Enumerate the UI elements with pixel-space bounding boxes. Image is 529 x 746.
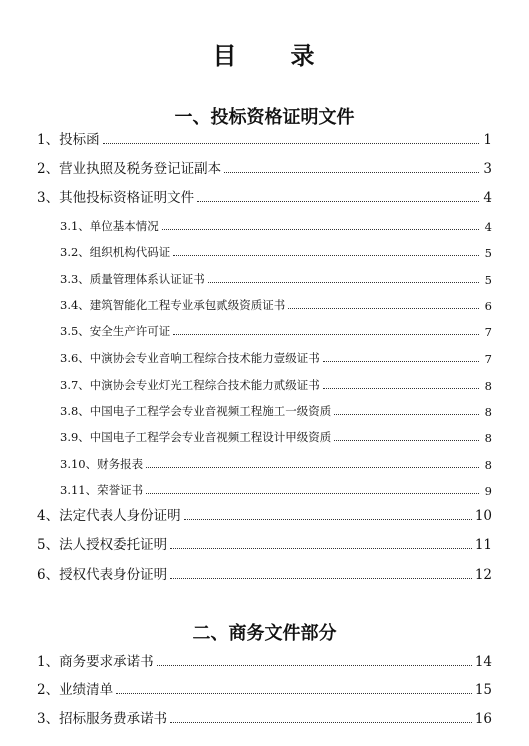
dot-leader <box>170 548 472 549</box>
toc-entry-page-number: 12 <box>474 567 492 583</box>
dot-leader <box>334 440 479 441</box>
toc-entry <box>60 425 492 445</box>
toc-entry <box>60 240 492 260</box>
toc-entry-label: 3.5、安全生产许可证 <box>60 324 171 338</box>
toc-entry <box>37 186 492 206</box>
toc-entry-label: 3.8、中国电子工程学会专业音视频工程施工一级资质 <box>60 404 332 418</box>
dot-leader <box>208 282 479 283</box>
toc-entry-label: 5、法人授权委托证明 <box>37 537 168 553</box>
toc-entry-label: 3.2、组织机构代码证 <box>60 245 171 259</box>
dot-leader <box>146 467 479 468</box>
dot-leader <box>162 229 479 230</box>
page-title: 目 录 <box>212 41 317 70</box>
toc-entry-page-number: 8 <box>484 379 492 393</box>
toc-entry <box>37 533 492 553</box>
toc-entry <box>60 478 492 498</box>
dot-leader <box>146 493 479 494</box>
toc-entry-page-number: 11 <box>474 537 492 553</box>
toc-entry-page-number: 7 <box>484 352 492 366</box>
dot-leader <box>323 388 479 389</box>
toc-entry-label: 6、授权代表身份证明 <box>37 567 168 583</box>
toc-entry <box>60 452 492 472</box>
toc-entry-page-number: 8 <box>484 431 492 445</box>
toc-entry <box>60 267 492 287</box>
toc-entry-page-number: 5 <box>484 246 492 260</box>
dot-leader <box>157 665 472 666</box>
dot-leader <box>103 143 479 144</box>
toc-entry-page-number: 14 <box>474 654 492 670</box>
toc-entry-label: 1、投标函 <box>37 132 100 148</box>
toc-entry-label: 3.10、财务报表 <box>60 457 144 471</box>
toc-entry-label: 3.6、中演协会专业音响工程综合技术能力壹级证书 <box>60 351 320 365</box>
toc-entry-page-number: 5 <box>484 273 492 287</box>
toc-entry-page-number: 9 <box>484 484 492 498</box>
toc-entry <box>60 319 492 339</box>
toc-entry-page-number: 10 <box>474 508 492 524</box>
toc-entry-page-number: 4 <box>483 190 492 206</box>
section-heading: 二、商务文件部分 <box>192 623 337 644</box>
dot-leader <box>170 722 472 723</box>
toc-entry-label: 3.1、单位基本情况 <box>60 219 159 233</box>
toc-entry-page-number: 1 <box>483 132 492 148</box>
toc-entry-label: 2、业绩清单 <box>37 682 114 698</box>
dot-leader <box>170 578 472 579</box>
toc-entry <box>60 399 492 419</box>
toc-entry-label: 3.11、荣誉证书 <box>60 483 144 497</box>
toc-entry-page-number: 15 <box>474 682 492 698</box>
dot-leader <box>116 693 472 694</box>
dot-leader <box>224 172 479 173</box>
toc-entry <box>37 707 492 727</box>
toc-entry <box>37 650 492 670</box>
toc-entry-page-number: 16 <box>474 711 492 727</box>
toc-entry-page-number: 3 <box>483 161 492 177</box>
toc-entry-label: 2、营业执照及税务登记证副本 <box>37 161 222 177</box>
toc-entry <box>37 563 492 583</box>
toc-entry-page-number: 4 <box>484 220 492 234</box>
toc-entry-page-number: 8 <box>484 458 492 472</box>
dot-leader <box>323 361 479 362</box>
toc-entry-page-number: 8 <box>484 405 492 419</box>
toc-entry-label: 3.9、中国电子工程学会专业音视频工程设计甲级资质 <box>60 430 332 444</box>
toc-entry-label: 1、商务要求承诺书 <box>37 654 154 670</box>
toc-entry <box>60 346 492 366</box>
section-heading: 一、投标资格证明文件 <box>174 107 355 128</box>
toc-entry-page-number: 6 <box>484 299 492 313</box>
dot-leader <box>184 519 472 520</box>
toc-entry-label: 3.7、中演协会专业灯光工程综合技术能力贰级证书 <box>60 378 320 392</box>
toc-entry-page-number: 7 <box>484 325 492 339</box>
toc-entry <box>37 157 492 177</box>
dot-leader <box>173 255 479 256</box>
dot-leader <box>288 308 479 309</box>
dot-leader <box>334 414 479 415</box>
toc-entry <box>60 373 492 393</box>
toc-entry <box>37 128 492 148</box>
dot-leader <box>197 201 479 202</box>
dot-leader <box>173 334 479 335</box>
toc-entry-label: 3.4、建筑智能化工程专业承包贰级资质证书 <box>60 298 286 312</box>
toc-entry <box>37 678 492 698</box>
toc-entry <box>37 504 492 524</box>
toc-entry <box>60 293 492 313</box>
toc-entry <box>60 214 492 234</box>
toc-entry-label: 3、其他投标资格证明文件 <box>37 190 195 206</box>
toc-entry-label: 3、招标服务费承诺书 <box>37 711 168 727</box>
toc-entry-label: 3.3、质量管理体系认证证书 <box>60 272 205 286</box>
toc-entry-label: 4、法定代表人身份证明 <box>37 508 181 524</box>
